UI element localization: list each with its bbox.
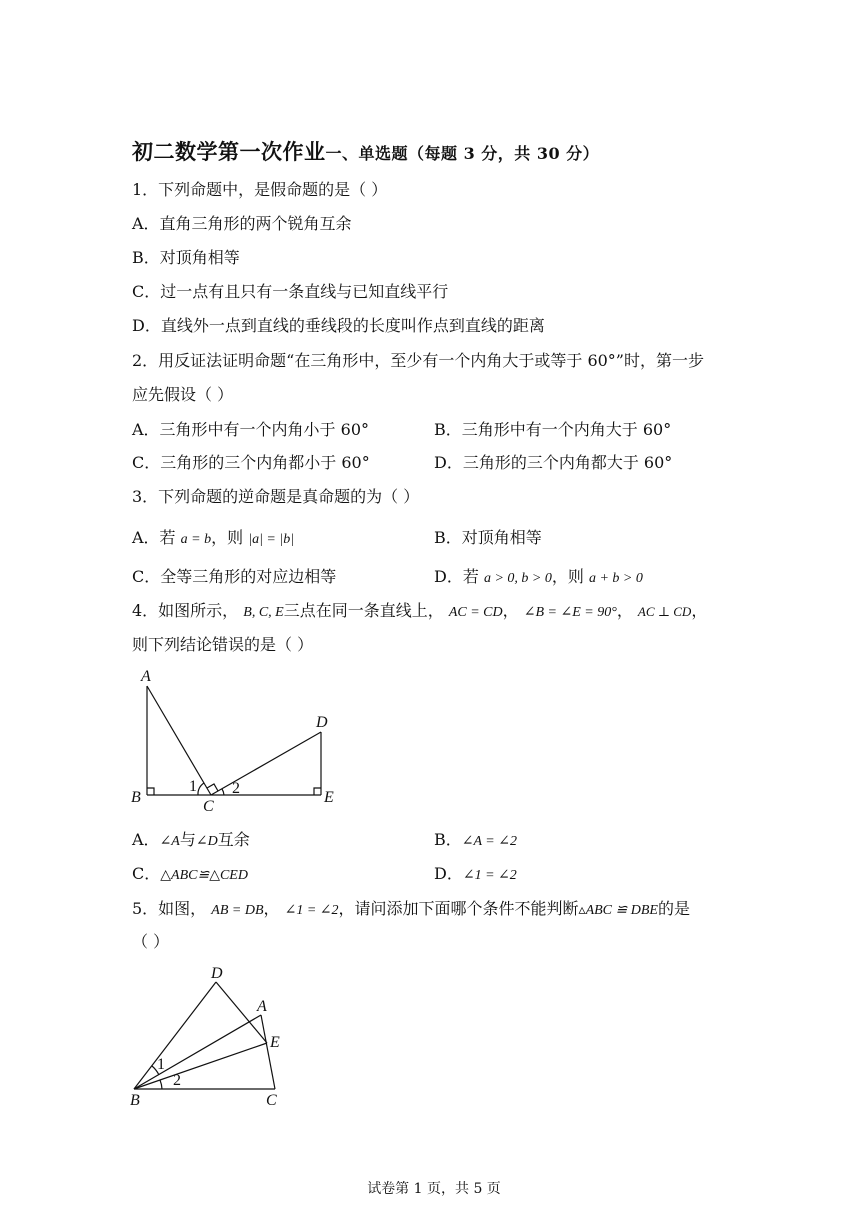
section-heading: 一、单选题（每题 3 分，共 30 分） xyxy=(325,144,600,163)
q4-points: B, C, E xyxy=(243,605,284,620)
q4-label-angle-2: 2 xyxy=(232,780,240,797)
q4-c-prefix: C． xyxy=(132,864,161,883)
q4-right-angle-e xyxy=(314,788,321,795)
q4-condition-3: AC ⊥ CD xyxy=(637,604,692,619)
title-main: 初二数学第一次作业 xyxy=(132,139,326,164)
q4-option-d[interactable] xyxy=(434,863,517,887)
q3-d-condition: a > 0, b > 0 xyxy=(483,571,552,586)
q4-a-expr2: ∠D xyxy=(195,834,218,849)
q1-option-a[interactable]: A．直角三角形的两个锐角互余 xyxy=(132,214,352,233)
q4-option-b[interactable] xyxy=(434,829,517,853)
q4-segment-ac xyxy=(147,686,211,795)
q3-option-b[interactable]: B．对顶角相等 xyxy=(434,528,542,547)
q4-a-suffix: 互余 xyxy=(217,830,250,849)
q5-stem-line2: （ ） xyxy=(132,932,170,951)
q5-figure xyxy=(120,962,300,1122)
q2-stem-line1: 2．用反证法证明命题“在三角形中，至少有一个内角大于或等于 60°”时，第一步 xyxy=(132,351,704,370)
q4-d-prefix: D． xyxy=(434,864,463,883)
q5-label-angle-1: 1 xyxy=(157,1056,165,1073)
q4-condition-2: ∠B = ∠E = 90° xyxy=(523,605,617,620)
q4-c-expr: △ABC≌△CED xyxy=(160,868,248,883)
q4-label-a: A xyxy=(141,668,151,685)
q5-label-angle-2: 2 xyxy=(173,1072,181,1089)
q3-a-condition: a = b xyxy=(180,532,212,547)
q2-option-d[interactable]: D．三角形的三个内角都大于 60° xyxy=(434,453,673,472)
q5-label-c: C xyxy=(266,1092,277,1109)
q5-angle-2-arc xyxy=(160,1080,162,1089)
q5-stem-prefix: 5．如图， xyxy=(132,899,207,918)
q5-label-a: A xyxy=(257,998,267,1015)
q4-right-angle-b xyxy=(147,788,154,795)
q4-label-c: C xyxy=(203,798,214,815)
q5-label-e: E xyxy=(270,1034,280,1051)
q4-angle-1-arc xyxy=(198,783,204,795)
q5-segment-ac xyxy=(261,1015,275,1089)
q4-option-a[interactable] xyxy=(132,829,250,853)
q5-stem-line1: 5．如图， AB = DB， ∠1 = ∠2，请问添加下面哪个条件不能判断▵ABC ≌ DBE的是 xyxy=(132,899,690,918)
q5-congruence: ▵ABC ≌ DBE xyxy=(578,903,658,918)
q2-option-a[interactable]: A．三角形中有一个内角小于 60° xyxy=(132,420,370,439)
q4-label-angle-1: 1 xyxy=(189,778,197,795)
q3-option-c[interactable]: C．全等三角形的对应边相等 xyxy=(132,567,337,586)
q5-stem-mid: ，请问添加下面哪个条件不能判断 xyxy=(338,899,579,918)
q3-stem: 3．下列命题的逆命题是真命题的为（ ） xyxy=(132,487,420,506)
q3-option-d[interactable] xyxy=(434,566,643,590)
q2-option-b[interactable]: B．三角形中有一个内角大于 60° xyxy=(434,420,672,439)
q4-a-mid: 与 xyxy=(179,830,196,849)
q3-a-conclusion: |a| = |b| xyxy=(248,532,295,547)
q4-a-prefix: A． xyxy=(132,830,160,849)
q3-d-conclusion: a + b > 0 xyxy=(588,571,643,586)
q4-condition-1: AC = CD xyxy=(448,605,503,620)
page-title xyxy=(132,136,599,166)
q3-a-prefix: A．若 xyxy=(132,528,176,547)
q4-label-e: E xyxy=(324,789,334,806)
q4-option-c[interactable] xyxy=(132,863,248,887)
q5-condition-1: AB = DB xyxy=(211,903,264,918)
q4-label-b: B xyxy=(131,789,141,806)
q1-option-c[interactable]: C．过一点有且只有一条直线与已知直线平行 xyxy=(132,282,449,301)
q4-b-expr: ∠A = ∠2 xyxy=(461,834,517,849)
q4-a-expr1: ∠A xyxy=(159,834,180,849)
q3-option-a[interactable] xyxy=(132,527,294,551)
q4-stem-mid: 三点在同一条直线上， xyxy=(283,601,444,620)
q4-figure xyxy=(120,664,350,824)
q2-option-c[interactable]: C．三角形的三个内角都小于 60° xyxy=(132,453,370,472)
q4-label-d: D xyxy=(316,714,328,731)
q1-stem: 1．下列命题中，是假命题的是（ ） xyxy=(132,180,388,199)
q4-stem-line1: 4．如图所示， B, C, E三点在同一条直线上， AC = CD， ∠B = ∠E = 90°， AC ⊥ CD， xyxy=(132,601,708,620)
q5-label-d: D xyxy=(211,965,223,982)
q5-stem-suffix: 的是 xyxy=(657,899,690,918)
q5-label-b: B xyxy=(130,1092,140,1109)
q2-stem-line2: 应先假设（ ） xyxy=(132,385,234,404)
q1-option-d[interactable]: D．直线外一点到直线的垂线段的长度叫作点到直线的距离 xyxy=(132,316,545,335)
q4-d-expr: ∠1 = ∠2 xyxy=(462,868,517,883)
q4-angle-2-arc xyxy=(222,789,224,795)
q4-b-prefix: B． xyxy=(434,830,462,849)
q3-a-mid: ，则 xyxy=(211,528,244,547)
q3-d-prefix: D．若 xyxy=(434,567,479,586)
page-footer: 试卷第 1 页，共 5 页 xyxy=(367,1181,501,1197)
q5-condition-2: ∠1 = ∠2 xyxy=(284,903,339,918)
q4-stem-prefix: 4．如图所示， xyxy=(132,601,239,620)
q3-d-mid: ，则 xyxy=(551,567,584,586)
q4-segment-cd xyxy=(211,732,321,795)
q1-option-b[interactable]: B．对顶角相等 xyxy=(132,248,240,267)
q4-stem-line2: 则下列结论错误的是（ ） xyxy=(132,635,314,654)
